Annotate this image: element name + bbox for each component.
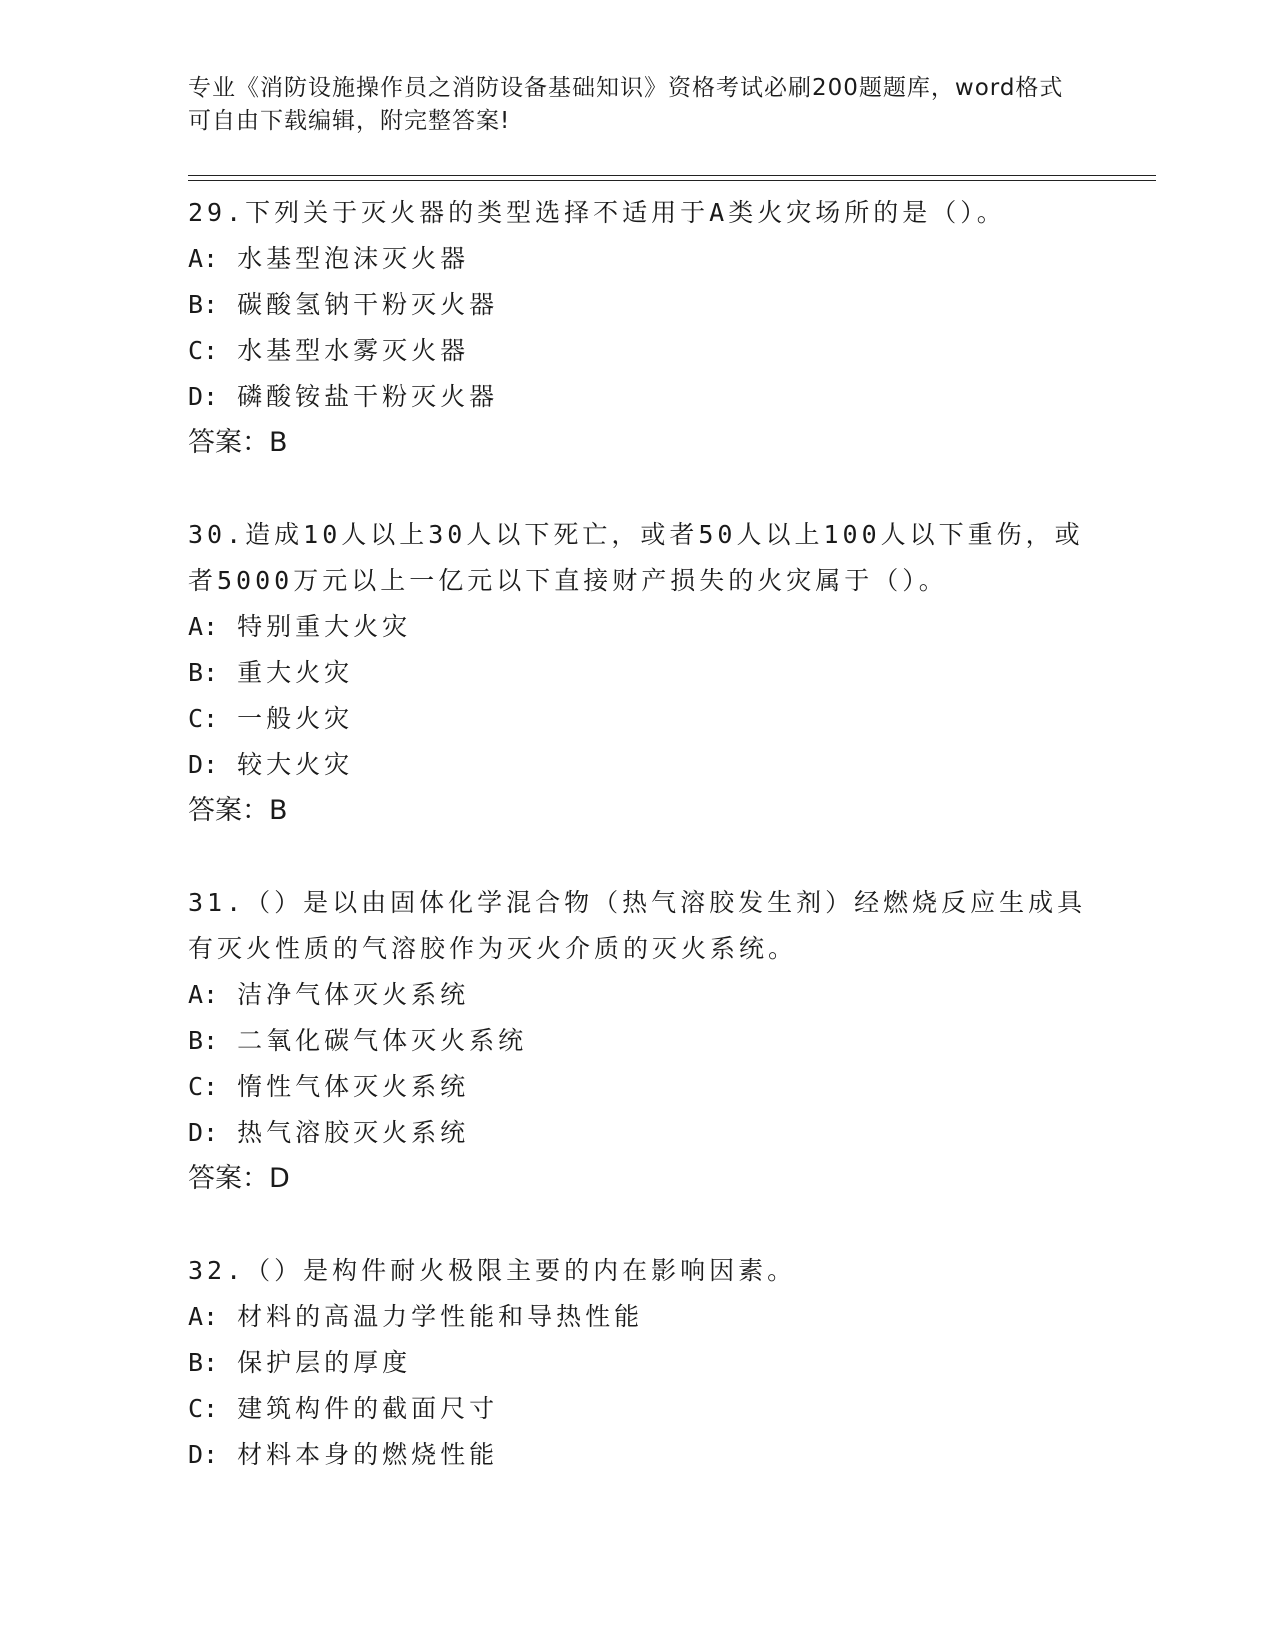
header-divider-bottom xyxy=(188,180,1156,181)
option-d xyxy=(188,1110,1088,1156)
option-letter: A: xyxy=(188,1302,219,1331)
option-letter: C: xyxy=(188,1072,219,1101)
option-c xyxy=(188,1064,1088,1110)
option-a xyxy=(188,1294,1088,1340)
option-letter: C: xyxy=(188,336,219,365)
option-text: 材料本身的燃烧性能 xyxy=(237,1440,499,1469)
option-letter: C: xyxy=(188,1394,219,1423)
option-letter: C: xyxy=(188,704,219,733)
question-stem: 30.造成10人以上30人以下死亡，或者50人以上100人以下重伤，或者5000万元以上一亿元以下直接财产损失的火灾属于（）。 xyxy=(188,520,1084,595)
option-text: 一般火灾 xyxy=(237,704,354,733)
option-text: 洁净气体灭火系统 xyxy=(237,980,470,1009)
option-letter: B: xyxy=(188,290,219,319)
option-d xyxy=(188,742,1088,788)
option-b xyxy=(188,1018,1088,1064)
option-d xyxy=(188,374,1088,420)
question-31 xyxy=(188,880,1088,1202)
option-c xyxy=(188,1386,1088,1432)
option-b xyxy=(188,282,1088,328)
option-text: 热气溶胶灭火系统 xyxy=(237,1118,470,1147)
question-stem: 31.（）是以由固体化学混合物（热气溶胶发生剂）经燃烧反应生成具有灭火性质的气溶胶作为灭火介质的灭火系统。 xyxy=(188,888,1087,963)
option-text: 磷酸铵盐干粉灭火器 xyxy=(237,382,499,411)
document-header: 专业《消防设施操作员之消防设备基础知识》资格考试必刷200题题库，word格式可自由下载编辑，附完整答案! xyxy=(188,75,1064,134)
option-c xyxy=(188,328,1088,374)
option-letter: D: xyxy=(188,1440,219,1469)
option-d xyxy=(188,1432,1088,1478)
option-letter: A: xyxy=(188,612,219,641)
option-c xyxy=(188,696,1088,742)
answer-line: 答案：B xyxy=(188,427,288,458)
option-b xyxy=(188,650,1088,696)
option-text: 水基型水雾灭火器 xyxy=(237,336,470,365)
option-text: 重大火灾 xyxy=(237,658,354,687)
question-30 xyxy=(188,512,1088,834)
option-text: 材料的高温力学性能和导热性能 xyxy=(237,1302,644,1331)
option-letter: D: xyxy=(188,382,219,411)
option-text: 建筑构件的截面尺寸 xyxy=(237,1394,499,1423)
option-a xyxy=(188,972,1088,1018)
option-letter: B: xyxy=(188,1348,219,1377)
question-list xyxy=(188,190,1088,1524)
option-text: 较大火灾 xyxy=(237,750,354,779)
option-letter: A: xyxy=(188,244,219,273)
header-divider-top xyxy=(188,175,1156,176)
option-letter: B: xyxy=(188,658,219,687)
option-letter: B: xyxy=(188,1026,219,1055)
option-text: 惰性气体灭火系统 xyxy=(237,1072,470,1101)
option-text: 二氧化碳气体灭火系统 xyxy=(237,1026,528,1055)
option-text: 特别重大火灾 xyxy=(237,612,412,641)
option-letter: A: xyxy=(188,980,219,1009)
question-stem: 29.下列关于灭火器的类型选择不适用于A类火灾场所的是（）。 xyxy=(188,198,1006,227)
option-text: 保护层的厚度 xyxy=(237,1348,412,1377)
answer-line: 答案：D xyxy=(188,1163,290,1194)
question-29 xyxy=(188,190,1088,466)
option-b xyxy=(188,1340,1088,1386)
option-a xyxy=(188,604,1088,650)
option-letter: D: xyxy=(188,750,219,779)
option-text: 水基型泡沫灭火器 xyxy=(237,244,470,273)
option-text: 碳酸氢钠干粉灭火器 xyxy=(237,290,499,319)
question-32 xyxy=(188,1248,1088,1478)
answer-line: 答案：B xyxy=(188,795,288,826)
option-a xyxy=(188,236,1088,282)
question-stem: 32.（）是构件耐火极限主要的内在影响因素。 xyxy=(188,1256,797,1285)
option-letter: D: xyxy=(188,1118,219,1147)
